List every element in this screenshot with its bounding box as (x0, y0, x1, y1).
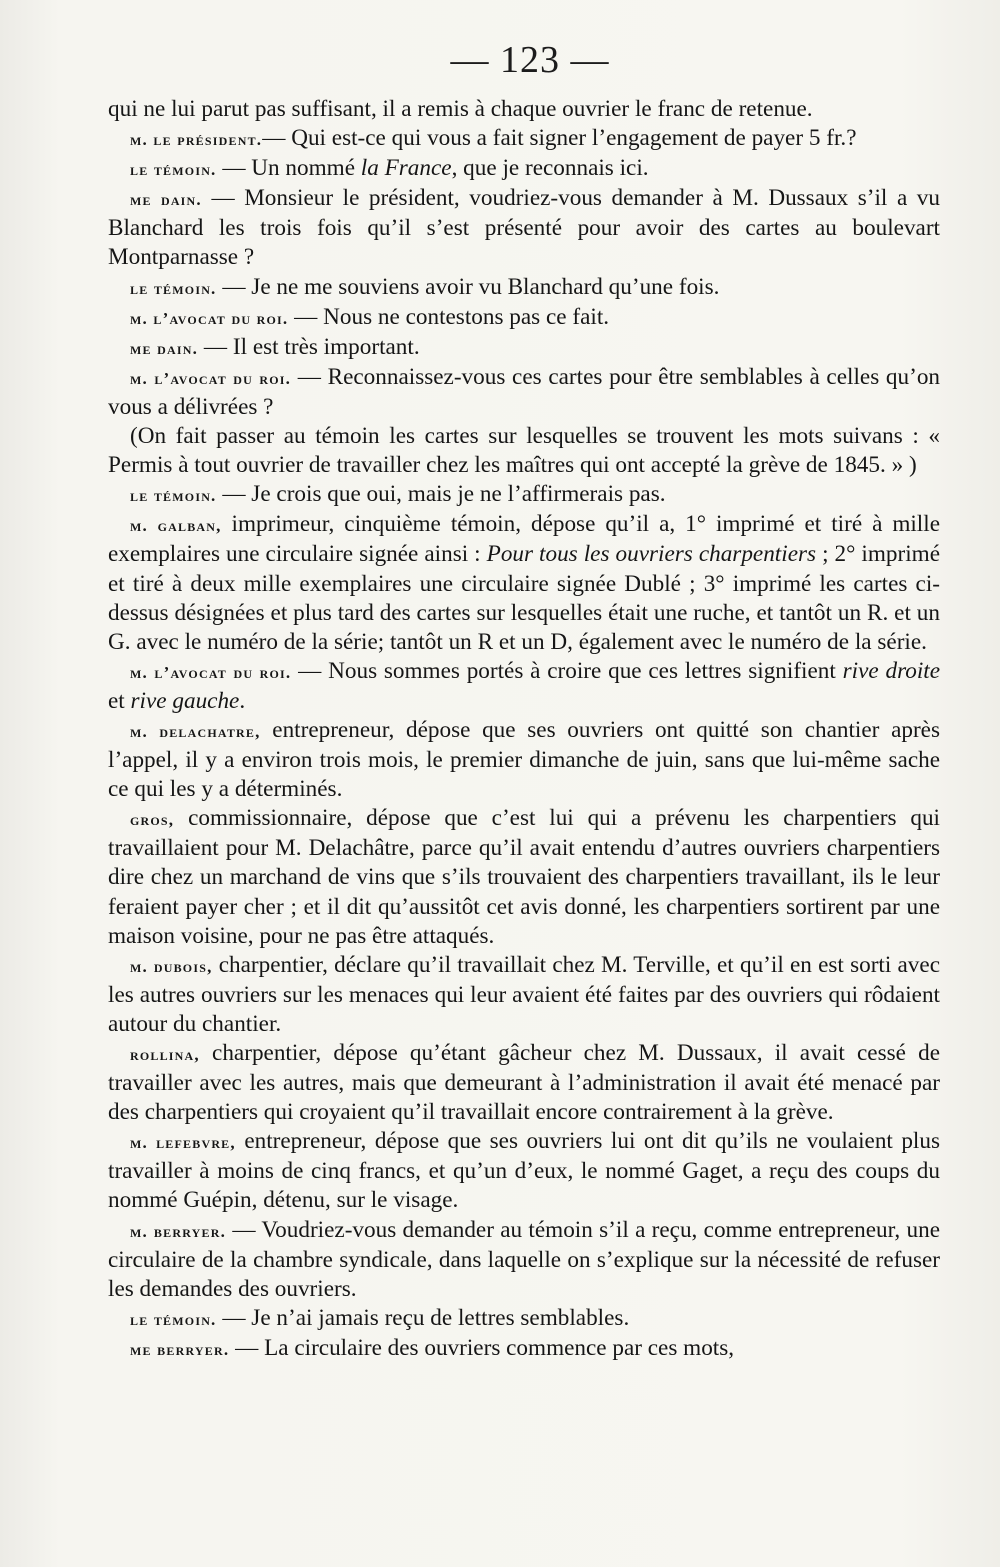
speaker-name: me berryer. (130, 1339, 230, 1359)
paragraph (108, 804, 940, 950)
body-text: — Un nommé (216, 155, 361, 182)
body-text: — Nous ne contestons pas ce fait. (288, 303, 610, 330)
speaker-name: rollina, (130, 1045, 200, 1064)
speaker-name: m. lefebvre, (130, 1133, 236, 1153)
speaker-name: m. le président. (130, 130, 263, 150)
speaker-name: m. dubois, (130, 956, 213, 976)
paragraph (108, 303, 940, 333)
paragraph (108, 95, 940, 124)
body-text: imprimeur, cinquième témoin, dépose qu’il a, 1° imprimé et tiré à mille exemplaires une circulaire signée ainsi : (108, 511, 940, 568)
body-text: — Qui est-ce qui vous a fait signer l’engagement de payer 5 fr.? (262, 125, 857, 152)
body-text: — Je n’ai jamais reçu de lettres semblables. (216, 1304, 630, 1331)
paragraph (108, 1334, 940, 1364)
body-text: charpentier, déclare qu’il travaillait chez M. Terville, et qu’il en est sorti avec les autres ouvriers sur les menaces qui leur avaient été faites par des ouvriers qui rôdaient autour du chantier. (108, 951, 940, 1037)
speaker-name: le témoin. (130, 278, 217, 298)
speaker-name: me dain. (130, 190, 202, 210)
page-number: — 123 — (450, 39, 610, 81)
paragraph (108, 480, 940, 510)
body-text: — Je ne me souviens avoir vu Blanchard qu’une fois. (216, 273, 720, 300)
paragraph (108, 422, 940, 480)
paragraph (108, 273, 940, 303)
paragraph (108, 716, 940, 804)
body-text: et (108, 687, 131, 714)
body-text: (On fait passer au témoin les cartes sur lesquelles se trouvent les mots suivans : « Permis à tout ouvrier de travailler chez les maîtres qui ont accepté la grève de 1845. » ) (108, 423, 940, 479)
paragraph (108, 510, 940, 656)
speaker-name: le témoin. (130, 160, 217, 180)
paragraph (108, 154, 940, 184)
body-text: qui ne lui parut pas suffisant, il a remis à chaque ouvrier le franc de retenue. (108, 96, 813, 122)
speaker-name: m. delachatre, (130, 721, 261, 741)
speaker-name: gros, (130, 810, 175, 830)
speaker-name: m. galban, (130, 516, 222, 536)
paragraph (108, 1304, 940, 1334)
speaker-name: le témoin. (130, 1309, 217, 1329)
speaker-name: m. berryer. (130, 1221, 227, 1241)
italic-text: rive gauche (130, 687, 240, 714)
body-text: charpentier, dépose qu’étant gâcheur chez M. Dussaux, il avait cessé de travailler avec les autres, mais que demeurant à l’administration il avait été menacé par des charpentiers qui croyaient qu’il travaillait encore contrairement à la grève. (108, 1040, 940, 1126)
paragraph (108, 363, 940, 422)
paragraph (108, 333, 940, 363)
speaker-name: m. l’avocat du roi. (130, 308, 289, 328)
body-text: — Reconnaissez-vous ces cartes pour être semblables à celles qu’on vous a délivrées ? (108, 363, 941, 420)
body-text: entrepreneur, dépose que ses ouvriers ont quitté son chantier après l’appel, il y a environ trois mois, le premier dimanche de juin, sans que lui-même sache ce qui les y a déterminés. (108, 716, 940, 803)
page-body-text (108, 95, 940, 1364)
body-text: commissionnaire, dépose que c’est lui qui a prévenu les charpentiers qui travaillaient pour M. Delachâtre, parce qu’il avait entendu d’autres ouvriers charpentiers dire chez un marchand de vins que s’ils trouvaient des charpentiers travaillant, ils le leur feraient payer cher ; et il dit qu’aussitôt cet avis donné, les charpentiers sortirent par une maison voisine, pour ne pas être attaqués. (108, 805, 940, 949)
speaker-name: m. l’avocat du roi. (130, 662, 292, 682)
italic-text: la France (360, 155, 452, 182)
body-text: — Je crois que oui, mais je ne l’affirmerais pas. (216, 481, 666, 508)
paragraph (108, 1039, 940, 1127)
body-text: — Il est très important. (198, 333, 420, 360)
body-text: . (239, 687, 246, 714)
body-text: ; 2° imprimé et tiré à deux mille exemplaires une circulaire signée Dublé ; 3° imprimé les cartes ci-dessus désignées et plus tard des cartes sur lesquelles était une ruche, et tantôt un R. et un G. avec le numéro de la série; tantôt un R et un D, également avec le numéro de la série. (108, 541, 940, 655)
body-text: — Monsieur le président, voudriez-vous demander à M. Dussaux s’il a vu Blanchard les trois fois qu’il s’est présenté pour avoir des cartes au boulevart Montparnasse ? (108, 185, 940, 271)
body-text: — Voudriez-vous demander au témoin s’il a reçu, comme entrepreneur, une circulaire de la chambre syndicale, dans laquelle on s’explique sur la nécessité de refuser les demandes des ouvriers. (108, 1216, 941, 1302)
italic-text: rive droite (842, 657, 941, 684)
body-text: entrepreneur, dépose que ses ouvriers lui ont dit qu’ils ne voulaient plus travailler à moins de cinq francs, et qu’un d’eux, le nommé Gaget, a reçu des coups du nommé Guépin, détenu, sur le visage. (108, 1128, 940, 1214)
body-text: — La circulaire des ouvriers commence par ces mots, (229, 1334, 735, 1361)
paragraph (108, 124, 940, 154)
paragraph (108, 951, 940, 1039)
speaker-name: m. l’avocat du roi. (130, 368, 292, 388)
body-text: , que je reconnais ici. (451, 155, 649, 182)
italic-text: Pour tous les ouvriers charpentiers (486, 541, 817, 568)
speaker-name: me dain. (130, 338, 199, 358)
paragraph (108, 657, 940, 716)
body-text: — Nous sommes portés à croire que ces lettres signifient (291, 657, 843, 684)
paragraph (108, 1216, 940, 1304)
paragraph (108, 184, 940, 272)
paragraph (108, 1127, 940, 1215)
speaker-name: le témoin. (130, 486, 217, 506)
